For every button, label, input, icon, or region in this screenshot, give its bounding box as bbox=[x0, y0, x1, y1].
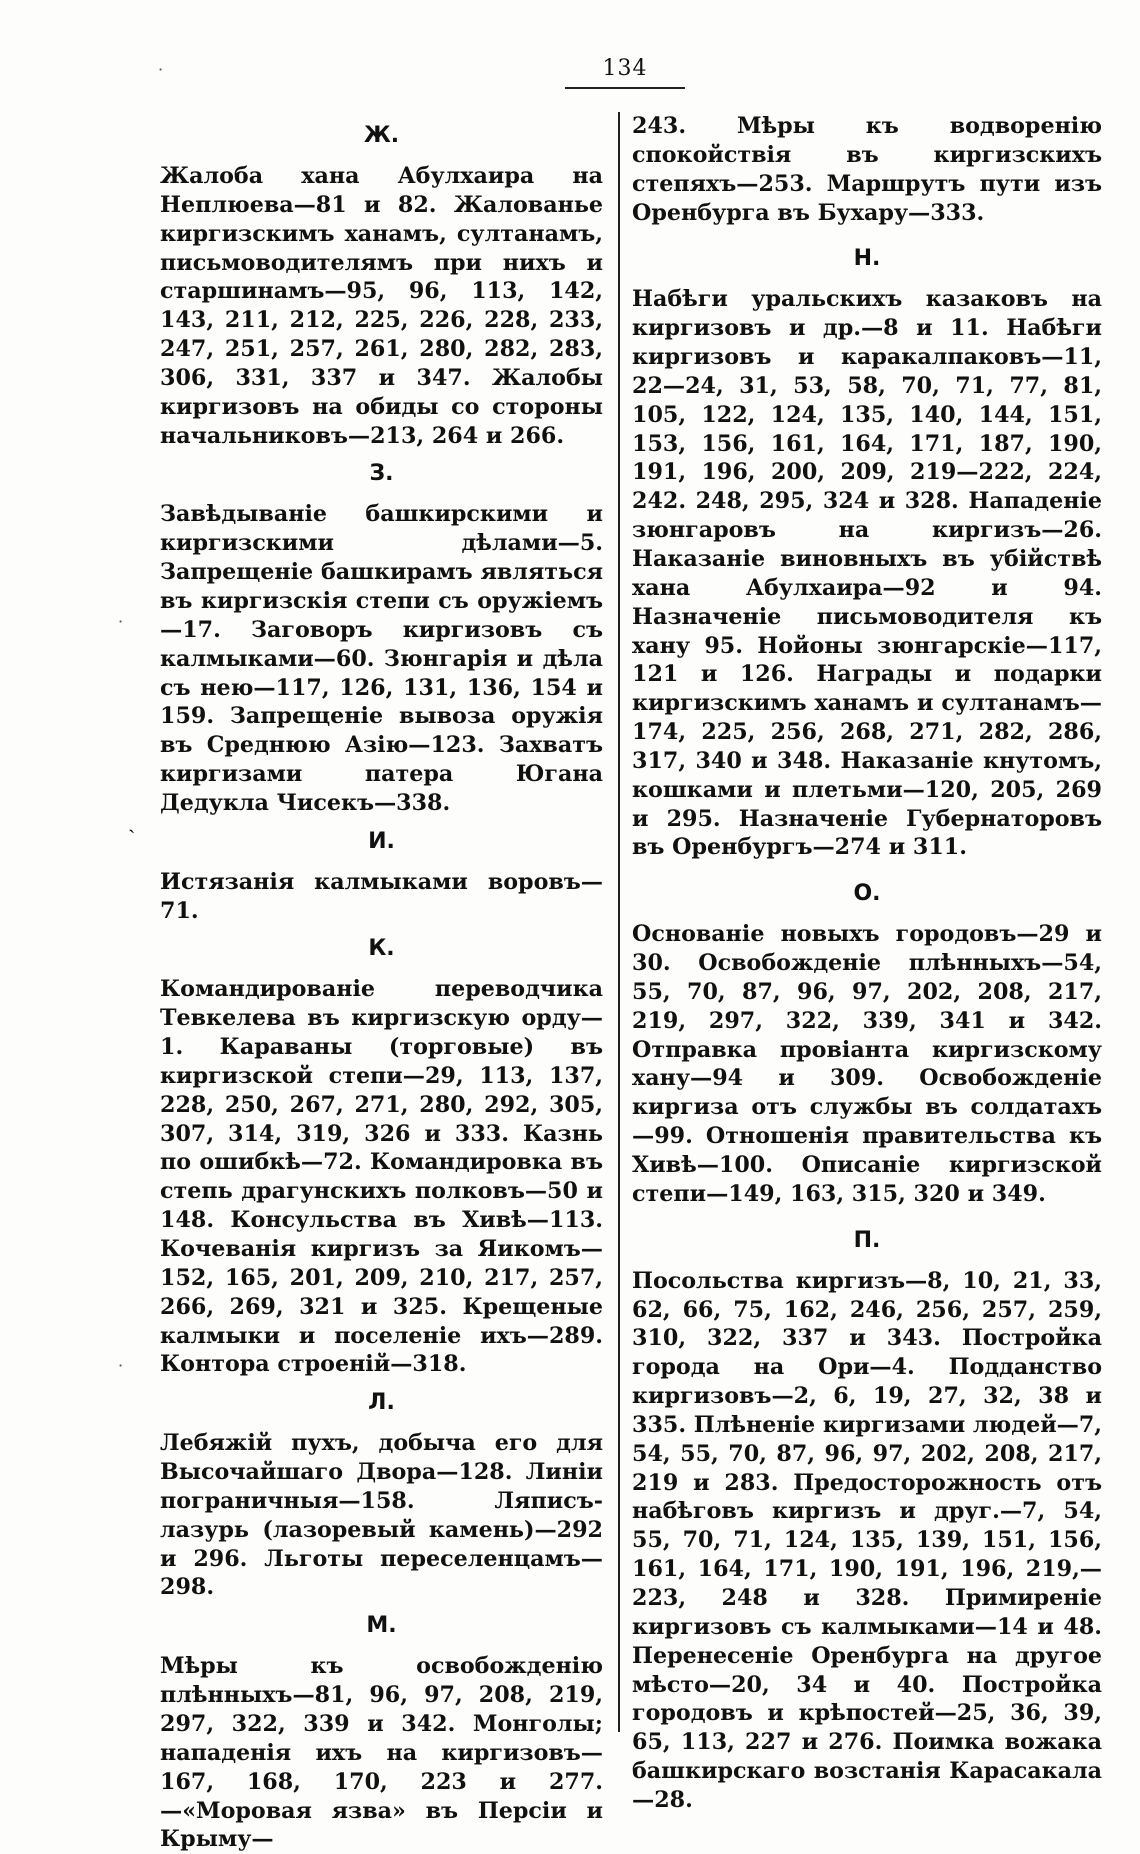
column-divider bbox=[618, 112, 620, 1732]
index-section bbox=[632, 112, 1102, 227]
section-text: Жалоба хана Абулхаира на Неплюева—81 и 82. Жалованье киргизскимъ ханамъ, султанамъ, письмоводителямъ при нихъ и старшинамъ—95, 96, 113, 142, 143, 211, 212, 225, 226, 228, 233, 247, 251, 257, 261, 280, 282, 283, 306, 331, 337 и 347. Жалобы киргизовъ на обиды со стороны начальниковъ—213, 264 и 266. bbox=[160, 163, 603, 449]
section-letter: И. bbox=[368, 828, 395, 854]
right-column bbox=[632, 112, 1102, 1815]
margin-mark: ˎ bbox=[128, 809, 136, 834]
section-text: Лебяжій пухъ, добыча его для Высочайшаго Двора—128. Линіи пограничныя—158. Ляписъ-лазурь (лазоревый камень)—292 и 296. Льготы переселенцамъ—298. bbox=[160, 1430, 603, 1601]
section-text: Истязанія калмыками воровъ—71. bbox=[160, 868, 603, 924]
section-letter: Ж. bbox=[363, 123, 400, 148]
section-letter: Н. bbox=[853, 246, 881, 272]
index-section bbox=[160, 828, 603, 926]
index-section bbox=[632, 880, 1102, 1208]
section-letter: П. bbox=[853, 1227, 881, 1253]
section-text: Основаніе новыхъ городовъ—29 и 30. Освобожденіе плѣнныхъ—54, 55, 70, 87, 96, 97, 202, 208, 217, 219, 297, 322, 339, 341 и 342. Отправка провіанта киргизскому хану—94 и 309. Освобожденіе киргиза отъ службы въ солдатахъ—99. Отношенія правительства къ Хивѣ—100. Описаніе киргизской степи—149, 163, 315, 320 и 349. bbox=[632, 921, 1102, 1207]
section-text: 243. Мѣры къ водворенію спокойствія въ киргизскихъ степяхъ—253. Маршрутъ пути изъ Оренбурга въ Бухару—333. bbox=[632, 113, 1102, 226]
page-number-rule bbox=[565, 87, 685, 89]
section-letter: З. bbox=[369, 461, 394, 487]
index-section bbox=[160, 122, 603, 450]
index-section bbox=[632, 1227, 1102, 1815]
section-text: Набѣги уральскихъ казаковъ на киргизовъ и др.—8 и 11. Набѣги киргизовъ и каракалпаковъ—11, 22—24, 31, 53, 58, 70, 71, 77, 81, 105, 122, 124, 135, 140, 144, 151, 153, 156, 161, 164, 171, 187, 190, 191, 196, 200, 209, 219—222, 224, 242. 248, 295, 324 и 328. Нападеніе зюнгаровъ на киргизъ—26. Наказаніе виновныхъ въ убійствѣ хана Абулхаира—92 и 94. Назначеніе письмоводителя къ хану 95. Нойоны зюнгарскіе—117, 121 и 126. Награды и подарки киргизскимъ ханамъ и султанамъ—174, 225, 256, 268, 271, 282, 286, 317, 340 и 348. Наказаніе кнутомъ, кошками и плетьми—120, 205, 269 и 295. Назначеніе Губернаторовъ въ Оренбургъ—274 и 311. bbox=[632, 286, 1102, 861]
index-section bbox=[160, 460, 603, 817]
section-letter: Л. bbox=[368, 1390, 395, 1416]
margin-dot: · bbox=[118, 612, 124, 631]
section-text: Мѣры къ освобожденію плѣнныхъ—81, 96, 97, 208, 219, 297, 322, 339 и 342. Монголы; нападенія ихъ на киргизовъ—167, 168, 170, 223 и 277.—«Моровая язва» въ Персіи и Крыму— bbox=[160, 1653, 603, 1853]
section-letter: М. bbox=[366, 1613, 397, 1639]
index-section bbox=[160, 1612, 603, 1854]
left-column bbox=[160, 112, 603, 1854]
page-number: 134 bbox=[602, 56, 648, 81]
section-text: Посольства киргизъ—8, 10, 21, 33, 62, 66, 75, 162, 246, 256, 257, 259, 310, 322, 337 и 343. Постройка города на Ори—4. Подданство киргизовъ—2, 6, 19, 27, 32, 38 и 335. Плѣненіе киргизами людей—7, 54, 55, 70, 87, 96, 97, 202, 208, 217, 219 и 283. Предосторожность отъ набѣговъ киргизъ и друг.—7, 54, 55, 70, 71, 124, 135, 139, 151, 156, 161, 164, 171, 190, 191, 196, 219,—223, 248 и 328. Примиреніе киргизовъ съ калмыками—14 и 48. Перенесеніе Оренбурга на другое мѣсто—20, 34 и 40. Постройка городовъ и крѣпостей—25, 36, 39, 65, 113, 227 и 276. Поимка вожака башкирскаго возстанія Карасакала—28. bbox=[632, 1267, 1102, 1813]
index-section bbox=[160, 935, 603, 1379]
section-letter: К. bbox=[368, 936, 395, 962]
margin-dot: · bbox=[158, 60, 164, 79]
index-section bbox=[160, 1389, 603, 1602]
section-text: Командированіе переводчика Тевкелева въ киргизскую орду—1. Караваны (торговые) въ киргизской степи—29, 113, 137, 228, 250, 267, 271, 280, 292, 305, 307, 314, 319, 326 и 333. Казнь по ошибкѣ—72. Командировка въ степь драгунскихъ полковъ—50 и 148. Консульства въ Хивѣ—113. Кочеванія киргизъ за Яикомъ—152, 165, 201, 209, 210, 217, 257, 266, 269, 321 и 325. Крещеные калмыки и поселеніе ихъ—289. Контора строеній—318. bbox=[160, 976, 603, 1378]
margin-dot: · bbox=[118, 1356, 124, 1375]
index-section bbox=[632, 245, 1102, 862]
section-text: Завѣдываніе башкирскими и киргизскими дѣлами—5. Запрещеніе башкирамъ являться въ киргизскія степи съ оружіемъ—17. Заговоръ киргизовъ съ калмыками—60. Зюнгарія и дѣла съ нею—117, 126, 131, 136, 154 и 159. Запрещеніе вывоза оружія въ Среднюю Азію—123. Захватъ киргизами патера Югана Дедукла Чисекъ—338. bbox=[160, 501, 603, 816]
section-letter: О. bbox=[853, 881, 881, 907]
